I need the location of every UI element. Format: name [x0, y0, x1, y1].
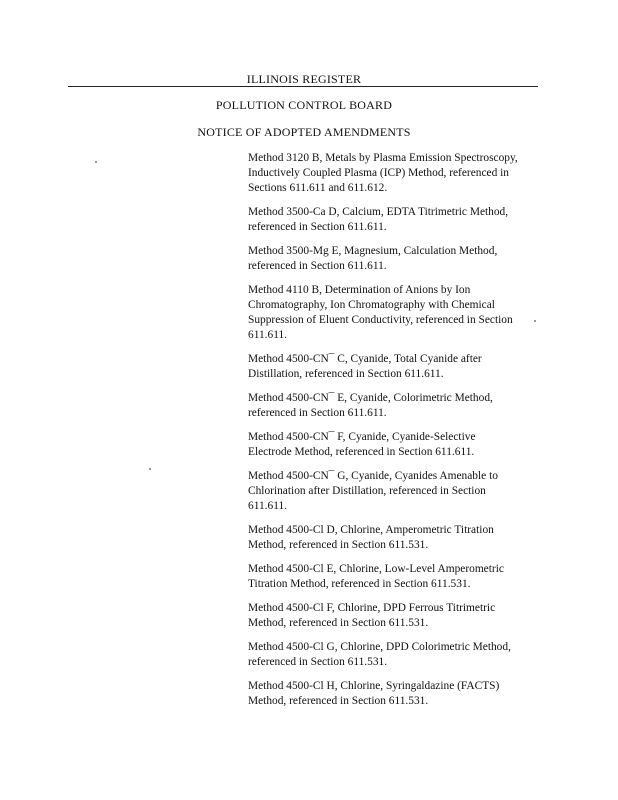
method-entry: Method 3500-Mg E, Magnesium, Calculation Method, referenced in Section 611.611.	[248, 245, 498, 272]
notice-title: NOTICE OF ADOPTED AMENDMENTS	[197, 125, 411, 139]
method-list	[248, 151, 548, 718]
method-entry: Method 4500-Cl F, Chlorine, DPD Ferrous Titrimetric Method, referenced in Section 611.531.	[248, 602, 496, 629]
method-entry: Method 3120 B, Metals by Plasma Emission Spectroscopy, Inductively Coupled Plasma (ICP) Method, referenced in Sections 611.611 and 611.612.	[248, 152, 518, 194]
scan-speck	[534, 320, 536, 322]
method-entry: Method 3500-Ca D, Calcium, EDTA Titrimetric Method, referenced in Section 611.611.	[248, 206, 509, 233]
method-entry: Method 4500-Cl H, Chlorine, Syringaldazine (FACTS) Method, referenced in Section 611.531.	[248, 680, 500, 707]
method-entry: Method 4500-Cl E, Chlorine, Low-Level Amperometric Titration Method, referenced in Section 611.531.	[248, 563, 504, 590]
method-entry: Method 4500-Cl D, Chlorine, Amperometric Titration Method, referenced in Section 611.531.	[248, 524, 494, 551]
method-entry: Method 4500-CN¯ C, Cyanide, Total Cyanide after Distillation, referenced in Section 611.611.	[248, 353, 482, 380]
register-title: ILLINOIS REGISTER	[246, 72, 362, 86]
method-entry: Method 4500-Cl G, Chlorine, DPD Colorimetric Method, referenced in Section 611.531.	[248, 641, 511, 668]
method-entry: Method 4500-CN¯ G, Cyanide, Cyanides Amenable to Chlorination after Distillation, referenced in Section 611.611.	[248, 470, 498, 512]
scan-speck	[149, 468, 151, 470]
method-entry: Method 4110 B, Determination of Anions by Ion Chromatography, Ion Chromatography with Chemical Suppression of Eluent Conductivity, referenced in Section 611.611.	[248, 284, 513, 341]
scan-speck	[95, 161, 97, 163]
board-title: POLLUTION CONTROL BOARD	[215, 98, 393, 112]
method-entry: Method 4500-CN¯ F, Cyanide, Cyanide-Selective Electrode Method, referenced in Section 611.611.	[248, 431, 476, 458]
method-entry: Method 4500-CN¯ E, Cyanide, Colorimetric Method, referenced in Section 611.611.	[248, 392, 493, 419]
